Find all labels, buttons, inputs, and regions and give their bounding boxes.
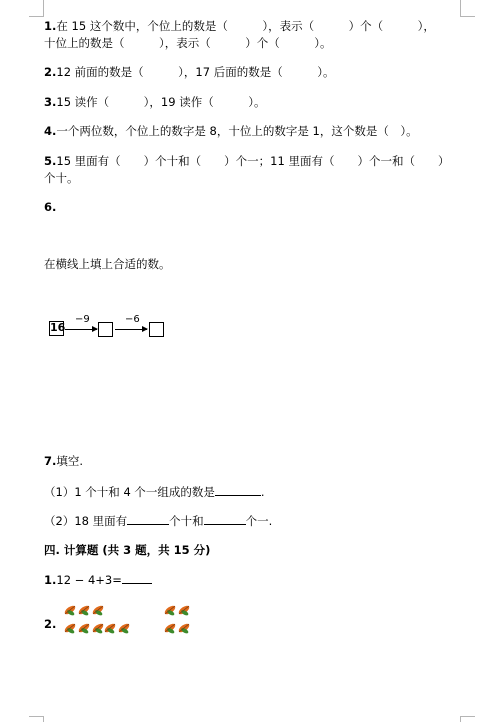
question-7-item-1 (44, 484, 265, 500)
crop-mark-top-left (29, 0, 44, 17)
leaf-icon (63, 622, 76, 634)
question-6-instruction: 在横线上填上合适的数。 (44, 257, 171, 271)
question-1-text-1: 在 15 这个数中，个位上的数是（ ），表示（ ）个（ ）， (56, 19, 435, 33)
answer-box-2[interactable] (149, 322, 164, 337)
question-4 (44, 124, 418, 139)
question-3 (44, 95, 265, 110)
answer-blank-7-2a[interactable] (127, 513, 169, 525)
leaf-icon (91, 604, 104, 616)
question-7-item-2-mid: 个十和 (169, 514, 204, 528)
leaf-icon (117, 622, 130, 634)
leaf-icon (177, 622, 190, 634)
question-3-number: 3. (44, 95, 57, 109)
question-6 (44, 200, 56, 215)
crop-mark-bottom-right (460, 716, 475, 722)
question-7-item-1-text: （1）1 个十和 4 个一组成的数是 (44, 485, 215, 499)
question-1-number: 1. (44, 19, 57, 33)
question-1-line-1 (44, 19, 435, 34)
leaf-icon (163, 622, 176, 634)
crop-mark-bottom-left (29, 716, 44, 722)
crop-mark-top-right (460, 0, 475, 17)
leaf-icon (63, 604, 76, 616)
minus-9-label: −9 (75, 314, 90, 325)
question-2-text: 12 前面的数是（ ），17 后面的数是（ ）。 (56, 65, 335, 79)
leaf-icon (103, 622, 116, 634)
question-7-item-2-text: （2）18 里面有 (44, 514, 128, 528)
minus-6-label: −6 (125, 314, 140, 325)
question-7-title: 填空. (56, 454, 84, 468)
question-4-text: 一个两位数，个位上的数字是 8，十位上的数字是 1，这个数是（ ）。 (56, 124, 418, 138)
arrow-2 (115, 329, 147, 330)
start-number-box: 16 (50, 321, 66, 334)
answer-blank-7-2b[interactable] (204, 513, 246, 525)
answer-blank-calc-1[interactable] (122, 572, 152, 584)
leaf-icon (177, 604, 190, 616)
calc-question-2-number: 2. (44, 617, 57, 631)
leaf-icon (77, 622, 90, 634)
question-7-item-1-end: . (260, 485, 265, 499)
question-5-line-1 (44, 154, 449, 169)
answer-blank-7-1[interactable] (215, 484, 261, 496)
question-4-number: 4. (44, 124, 57, 138)
question-7-number: 7. (44, 454, 57, 468)
question-7-item-2 (44, 513, 272, 529)
question-5-text-2: 个十。 (44, 171, 79, 185)
arrow-1 (65, 329, 97, 330)
leaf-icon (163, 604, 176, 616)
section-4-heading: 四. 计算题 (共 3 题，共 15 分) (44, 543, 211, 557)
question-7 (44, 454, 83, 469)
question-3-text: 15 读作（ ），19 读作（ ）。 (56, 95, 266, 109)
calc-question-2 (44, 617, 56, 632)
question-5-number: 5. (44, 154, 57, 168)
question-1-line-2 (44, 36, 332, 51)
question-2 (44, 65, 334, 80)
question-7-item-2-end: 个一. (245, 514, 273, 528)
calc-question-1-number: 1. (44, 573, 57, 587)
question-1-text-2: 十位上的数是（ ），表示（ ）个（ ）。 (44, 36, 332, 50)
question-5-text-1: 15 里面有（ ）个十和（ ）个一；11 里面有（ ）个一和（ ） (56, 154, 450, 168)
question-2-number: 2. (44, 65, 57, 79)
leaf-icon (91, 622, 104, 634)
question-6-number: 6. (44, 200, 57, 214)
calc-question-1 (44, 572, 152, 588)
leaf-picture-group (60, 600, 200, 640)
question-5-line-2 (44, 171, 79, 186)
answer-box-1[interactable] (98, 322, 113, 337)
calc-question-1-expr: 12 − 4+3= (56, 573, 122, 587)
leaf-icon (77, 604, 90, 616)
